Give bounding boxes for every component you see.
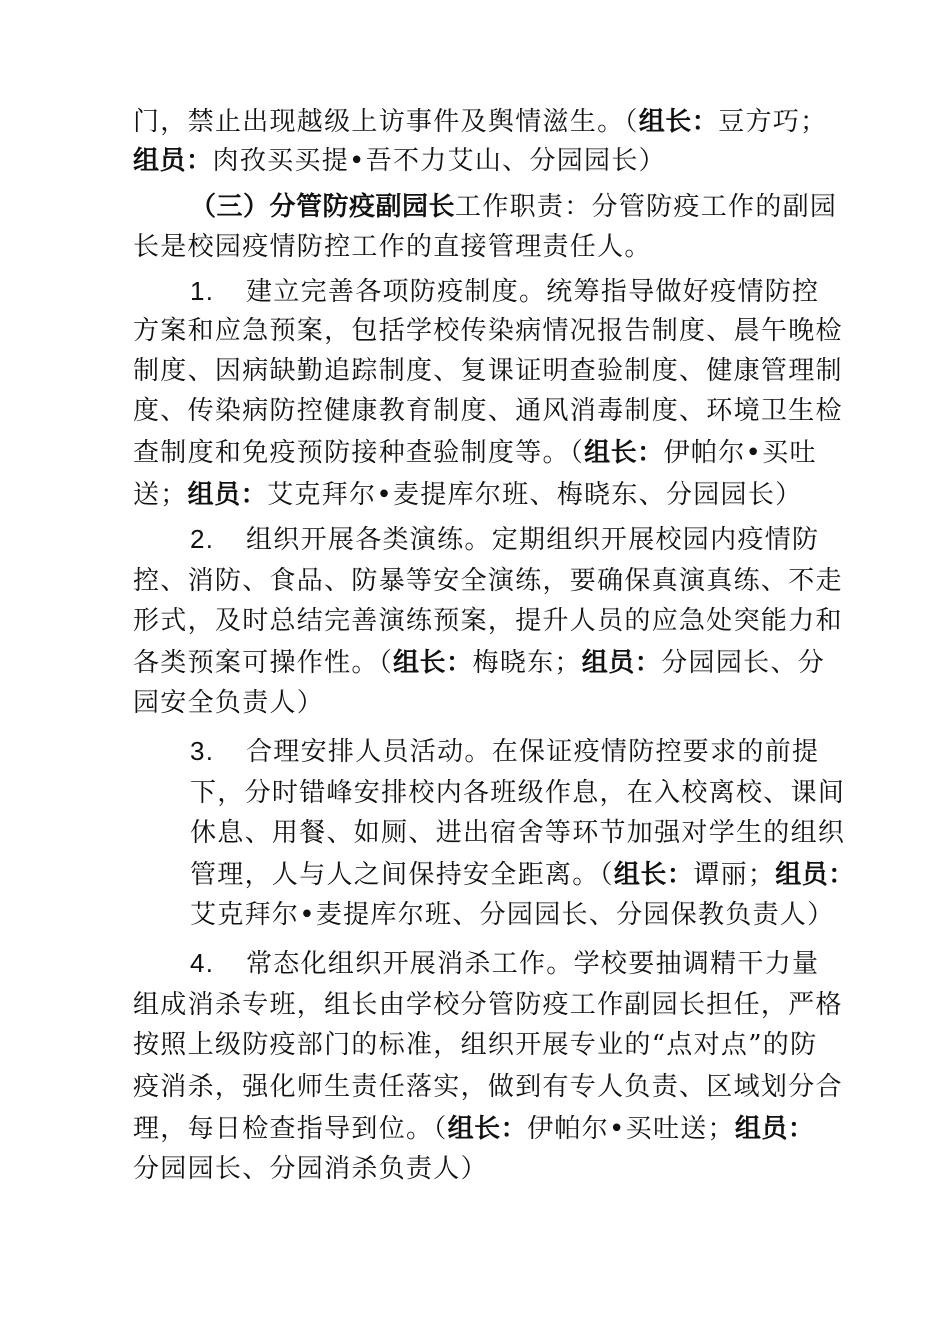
paragraph-line: [190, 814, 845, 852]
body-text: 肉孜买买提•吾不力艾山、分园园长）: [212, 146, 666, 176]
body-text: 休息、用餐、如厕、进出宿舍等环节加强对学生的组织: [190, 818, 846, 848]
bold-label: 组员：: [581, 648, 662, 678]
list-item-line: [190, 520, 819, 559]
body-text: 按照上级防疫部门的标准，组织开展专业的“点对点”的防: [133, 1030, 818, 1060]
bold-label: 组长：: [638, 107, 719, 137]
body-text: 理，每日检查指导到位。（: [133, 1114, 448, 1144]
list-number: 4.: [190, 948, 215, 978]
body-text: 豆方巧；: [718, 107, 828, 137]
body-text: 常态化组织开展消杀工作。学校要抽调精干力量: [246, 949, 820, 979]
paragraph-line: [133, 1150, 488, 1188]
paragraph-line: [133, 684, 324, 722]
paragraph-line: [133, 986, 843, 1024]
body-text: 长是校园疫情防控工作的直接管理责任人。: [133, 232, 652, 262]
paragraph-line: [133, 602, 843, 640]
list-item-line: [190, 272, 819, 311]
body-text: 方案和应急预案，包括学校传染病情况报告制度、晨午晚检: [133, 316, 843, 346]
paragraph-line: [190, 856, 855, 894]
section-heading-line: [190, 188, 837, 226]
bold-label: 组长：: [393, 648, 473, 678]
bold-label: 组长：: [584, 438, 664, 468]
body-text: 分园园长、分园消杀负责人）: [133, 1154, 488, 1184]
list-number: 3.: [190, 736, 215, 766]
bold-label: 组员：: [734, 1114, 815, 1144]
body-text: 管理，人与人之间保持安全距离。（: [190, 860, 614, 890]
paragraph-line: [133, 392, 843, 430]
list-number: 1.: [190, 276, 215, 306]
body-text: 艾克拜尔•麦提库尔班、分园园长、分园保教负责人）: [190, 900, 835, 930]
paragraph-line: [133, 228, 652, 266]
list-item-line: [190, 732, 819, 771]
paragraph-line: [133, 1068, 843, 1106]
body-text: 伊帕尔•买吐送；: [527, 1114, 735, 1144]
paragraph-line: [190, 896, 835, 934]
section-heading: （三）分管防疫副园长: [190, 192, 456, 222]
list-number: 2.: [190, 524, 215, 554]
list-item-line: [190, 944, 819, 983]
body-text: 园安全负责人）: [133, 688, 325, 718]
body-text: 组织开展各类演练。定期组织开展校园内疫情防: [246, 525, 820, 555]
body-text: 形式，及时总结完善演练预案，提升人员的应急处突能力和: [133, 606, 843, 636]
paragraph-line: [133, 312, 843, 350]
body-text: 谭丽；: [693, 860, 776, 890]
paragraph-line: [190, 774, 845, 812]
body-text: 合理安排人员活动。在保证疫情防控要求的前提: [246, 737, 820, 767]
bold-label: 组员：: [187, 480, 268, 510]
body-text: 伊帕尔•买吐: [663, 438, 817, 468]
body-text: 度、传染病防控健康教育制度、通风消毒制度、环境卫生检: [133, 396, 843, 426]
body-text: 送；: [133, 480, 188, 510]
paragraph-line: [133, 644, 825, 682]
body-text: 疫消杀，强化师生责任落实，做到有专人负责、区域划分合: [133, 1072, 843, 1102]
paragraph-line: [133, 352, 843, 390]
paragraph-line: [133, 103, 827, 141]
bold-label: 组员：: [775, 860, 855, 890]
body-text: 分园园长、分: [661, 648, 826, 678]
body-text: 门，禁止出现越级上访事件及舆情滋生。（: [133, 107, 639, 137]
body-text: 艾克拜尔•麦提库尔班、梅晓东、分园园长）: [267, 480, 803, 510]
bold-label: 组员：: [133, 146, 213, 176]
paragraph-line: [133, 1110, 814, 1148]
body-text: 制度、因病缺勤追踪制度、复课证明查验制度、健康管理制: [133, 356, 843, 386]
body-text: 建立完善各项防疫制度。统筹指导做好疫情防控: [246, 277, 820, 307]
paragraph-line: [133, 434, 817, 472]
paragraph-line: [133, 562, 843, 600]
body-text: 下，分时错峰安排校内各班级作息，在入校离校、课间: [190, 778, 846, 808]
body-text: 查制度和免疫预防接种查验制度等。（: [133, 438, 585, 468]
body-text: 组成消杀专班，组长由学校分管防疫工作副园长担任，严格: [133, 990, 843, 1020]
paragraph-line: [133, 142, 666, 180]
body-text: 梅晓东；: [472, 648, 582, 678]
bold-label: 组长：: [613, 860, 694, 890]
body-text: 工作职责：分管防疫工作的副园: [455, 192, 838, 222]
body-text: 各类预案可操作性。（: [133, 648, 394, 678]
bold-label: 组长：: [447, 1114, 528, 1144]
body-text: 控、消防、食品、防暴等安全演练，要确保真演真练、不走: [133, 566, 843, 596]
paragraph-line: [133, 1026, 817, 1064]
paragraph-line: [133, 476, 802, 514]
